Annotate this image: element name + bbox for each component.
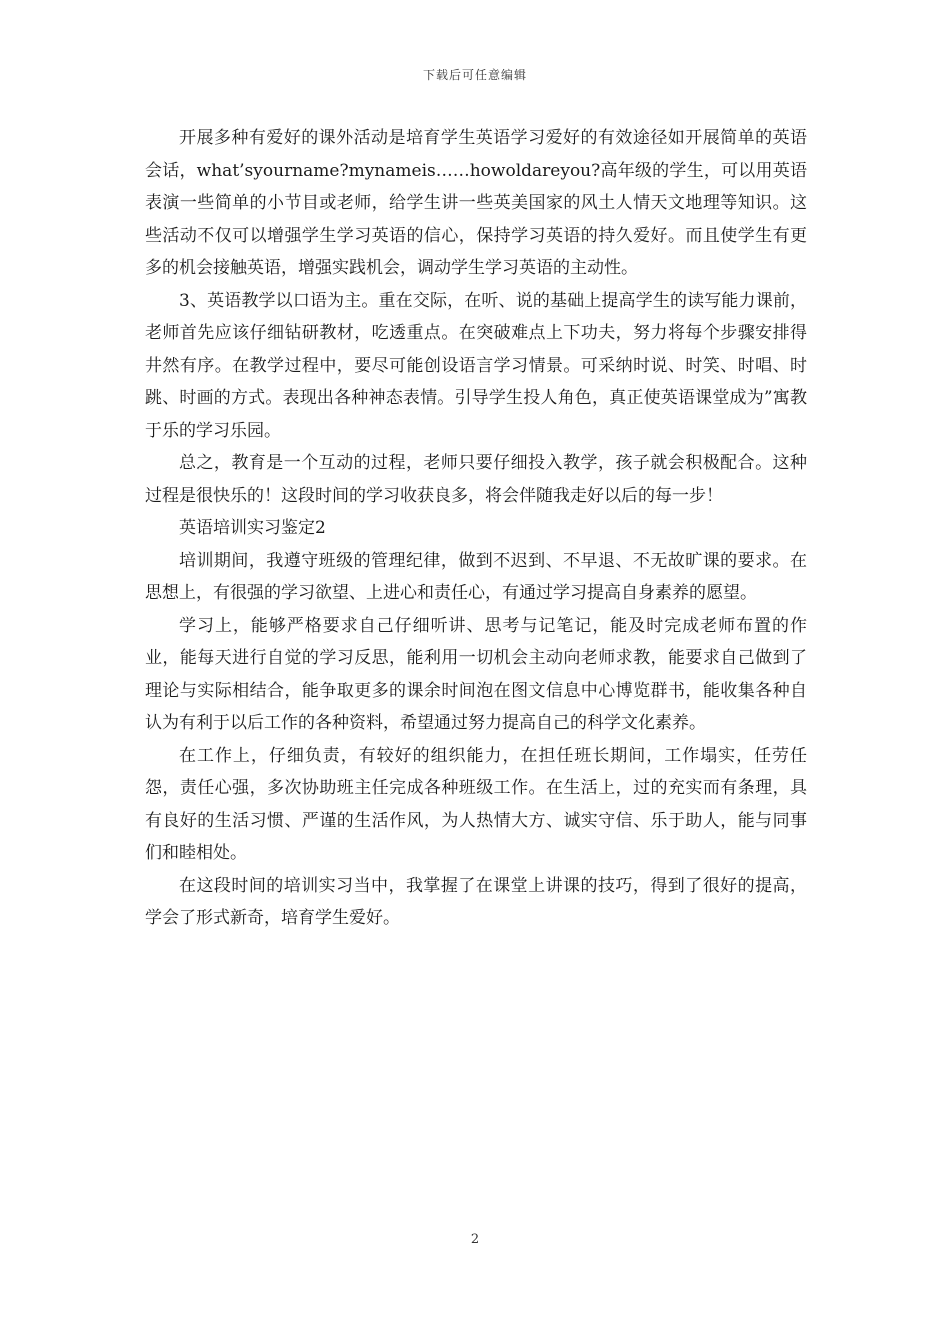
paragraph: 开展多种有爱好的课外活动是培育学生英语学习爱好的有效途径如开展简单的英语会话，what’syourname?mynameis……howoldareyou?高年级的学生，可以用英语表演一些简单的小节目或老师，给学生讲一些英美国家的风土人情天文地理等知识。这些活动不仅可以增强学生学习英语的信心，保持学习英语的持久爱好。而且使学生有更多的机会接触英语，增强实践机会，调动学生学习英语的主动性。 xyxy=(145,128,807,278)
paragraph: 总之，教育是一个互动的过程，老师只要仔细投入教学，孩子就会积极配合。这种过程是很快乐的！这段时间的学习收获良多，将会伴随我走好以后的每一步！ xyxy=(145,453,807,506)
paragraph: 培训期间，我遵守班级的管理纪律，做到不迟到、不早退、不无故旷课的要求。在思想上，有很强的学习欲望、上进心和责任心，有通过学习提高自身素养的愿望。 xyxy=(145,550,807,603)
paragraph: 在这段时间的培训实习当中，我掌握了在课堂上讲课的技巧，得到了很好的提高，学会了形式新奇，培育学生爱好。 xyxy=(145,875,807,928)
paragraph: 3、英语教学以口语为主。重在交际，在听、说的基础上提高学生的读写能力课前，老师首先应该仔细钻研教材，吃透重点。在突破难点上下功夫，努力将每个步骤安排得井然有序。在教学过程中，要尽可能创设语言学习情景。可采纳时说、时笑、时唱、时跳、时画的方式。表现出各种神态表情。引导学生投人角色，真正使英语课堂成为”寓教于乐的学习乐园。 xyxy=(145,290,807,441)
page-number: 2 xyxy=(470,1232,480,1247)
paragraph: 学习上，能够严格要求自己仔细听讲、思考与记笔记，能及时完成老师布置的作业，能每天进行自觉的学习反思，能利用一切机会主动向老师求教，能要求自己做到了理论与实际相结合，能争取更多的课余时间泡在图文信息中心博览群书，能收集各种自认为有利于以后工作的各种资料，希望通过努力提高自己的科学文化素养。 xyxy=(145,615,807,733)
paragraph: 在工作上，仔细负责，有较好的组织能力，在担任班长期间，工作塌实，任劳任怨，责任心强，多次协助班主任完成各种班级工作。在生活上，过的充实而有条理，具有良好的生活习惯、严谨的生活作风，为人热情大方、诚实守信、乐于助人，能与同事们和睦相处。 xyxy=(145,745,807,863)
section-heading: 英语培训实习鉴定2 xyxy=(179,518,326,538)
document-body xyxy=(145,122,807,935)
page-header: 下载后可任意编辑 xyxy=(422,68,527,82)
